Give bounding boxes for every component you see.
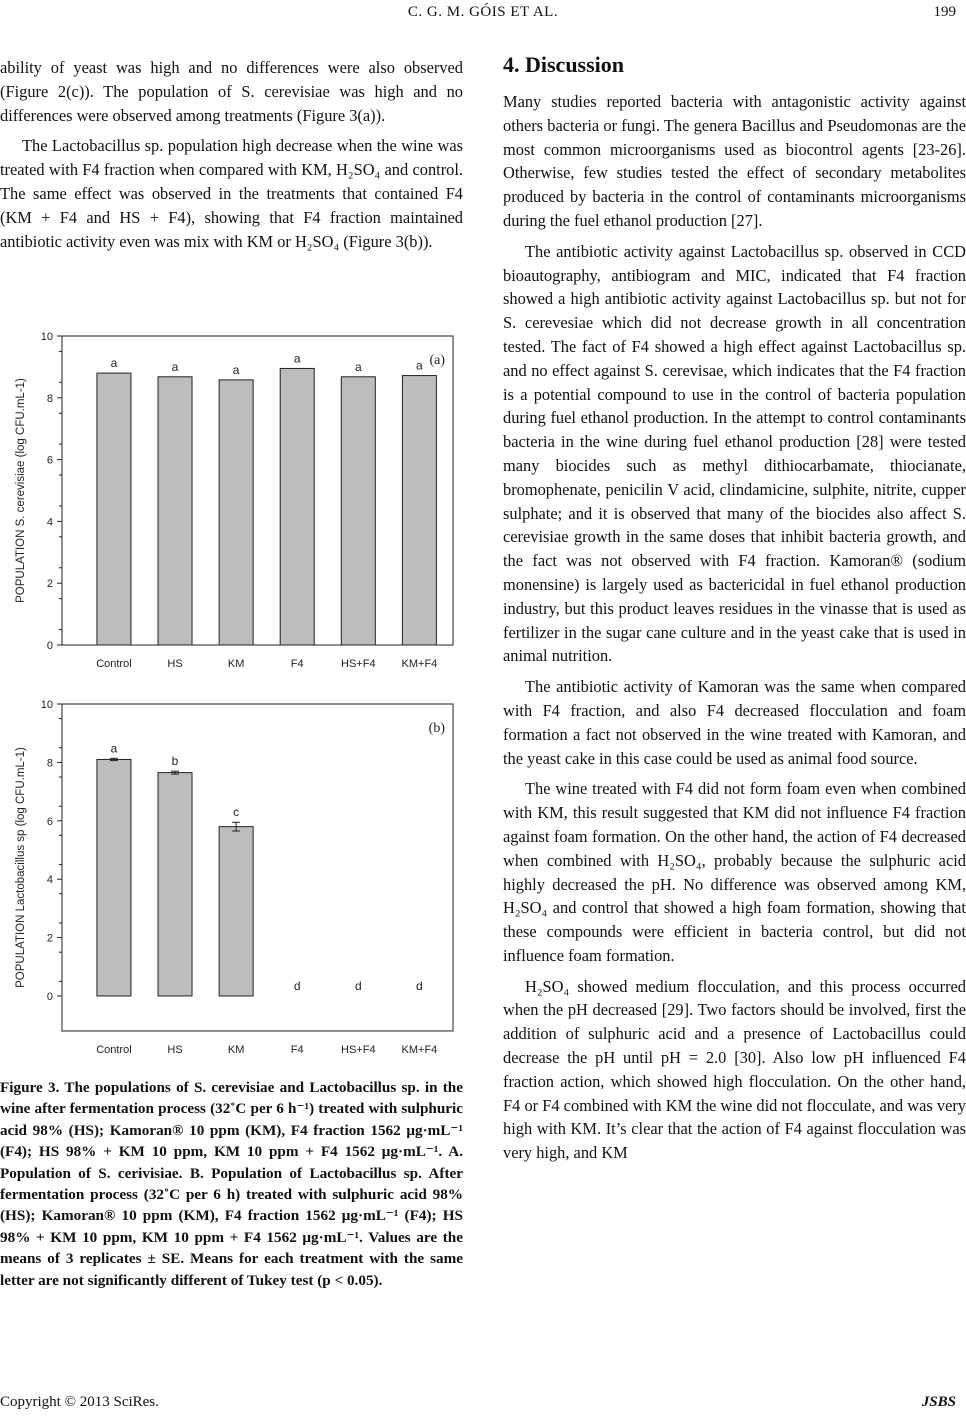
significance-letter: a bbox=[110, 741, 118, 756]
significance-letter: d bbox=[354, 978, 362, 993]
bar bbox=[402, 376, 436, 645]
page-header bbox=[0, 4, 966, 26]
bar bbox=[280, 368, 314, 645]
panel-label: (b) bbox=[428, 721, 445, 736]
x-tick-label: KM+F4 bbox=[401, 1044, 438, 1056]
bar bbox=[341, 377, 375, 645]
right-column bbox=[503, 90, 966, 1165]
x-tick-label: Control bbox=[96, 658, 132, 670]
significance-letter: a bbox=[293, 351, 301, 366]
x-tick-label: HS+F4 bbox=[341, 658, 376, 670]
bar bbox=[219, 380, 253, 645]
significance-letter: a bbox=[110, 356, 118, 371]
y-tick-label: 10 bbox=[40, 331, 53, 343]
y-tick-label: 0 bbox=[46, 640, 53, 652]
significance-letter: a bbox=[171, 359, 179, 374]
x-tick-label: KM+F4 bbox=[401, 658, 438, 670]
x-tick-label: Control bbox=[96, 1044, 132, 1056]
x-tick-label: HS bbox=[167, 1044, 183, 1056]
journal-name: JSBS bbox=[921, 1394, 956, 1410]
bar-chart-s-cerevisiae bbox=[0, 318, 470, 678]
y-tick-label: 2 bbox=[46, 578, 53, 591]
x-tick-label: KM bbox=[227, 1044, 245, 1056]
y-tick-label: 4 bbox=[46, 874, 53, 887]
left-column bbox=[0, 56, 463, 253]
y-tick-label: 8 bbox=[46, 757, 53, 770]
y-tick-label: 6 bbox=[46, 454, 53, 467]
page-number: 199 bbox=[933, 4, 956, 20]
significance-letter: a bbox=[354, 359, 362, 374]
significance-letter: a bbox=[416, 358, 423, 373]
bar bbox=[158, 377, 192, 645]
x-tick-label: HS bbox=[167, 658, 183, 670]
figure-3b bbox=[0, 692, 470, 1062]
significance-letter: a bbox=[232, 362, 240, 377]
x-tick-label: F4 bbox=[290, 658, 304, 670]
paragraph: The antibiotic activity of Kamoran was the same when compared with F4 fraction, and also F4 decreased flocculation and foam formation a fact not observed in the wine treated with Kamoran, and the yeast cake in this case could be used as animal food source. bbox=[503, 677, 966, 768]
paragraph: Many studies reported bacteria with antagonistic activity against others bacteria or fungi. The genera Bacillus and Pseudomonas are the most common microorganisms used as biocontrol agents [23-26]. Otherwise, few studies tested the effect of secondary metabolites produced by bacteria in the control of contaminants microorganisms during the fuel ethanol production [27]. bbox=[503, 92, 966, 230]
section-heading: 4. Discussion bbox=[503, 52, 625, 77]
paragraph: H₂SO₄ showed medium flocculation, and this process occurred when the pH decreased [29]. Two factors should be involved, first the addition of sulphuric acid and a presence of Lactobacillus could decrease the pH until pH = 2.0 [30]. Also low pH influenced F4 fraction action, which showed high flocculation. On the other hand, F4 or F4 combined with KM the wine did not flocculate, and was very high with KM. It’s clear that the action of F4 against flocculation was very high, and KM bbox=[503, 976, 966, 1163]
figure-3a bbox=[0, 318, 470, 678]
caption-text: Figure 3. The populations of S. cerevisiae and Lactobacillus sp. in the wine after fermentation process (32˚C per 6 h⁻¹) treated with sulphuric acid 98% (HS); Kamoran® 10 ppm (KM), F4 fraction 1562 μg·mL⁻¹ (F4); HS 98% + KM 10 ppm, KM 10 ppm + F4 1562 μg·mL⁻¹. A. Population of S. cerivisiae. B. Population of Lactobacillus sp. After fermentation process (32˚C per 6 h) treated with sulphuric acid 98% (HS); Kamoran® 10 ppm (KM), F4 fraction 1562 μg·mL⁻¹ (F4); HS 98% + KM 10 ppm, KM 10 ppm + F4 1562 μg·mL⁻¹. Values are the means of 3 replicates ± SE. Means for each treatment with the same letter are not significantly different of Tukey test (p < 0.05). bbox=[0, 1079, 463, 1289]
paragraph: The antibiotic activity against Lactobacillus sp. observed in CCD bioautography, antibiogram and MIC, indicated that F4 fraction showed a high antibiotic activity against Lactobacillus sp. but not for S. cerevesiae which did not decrease growth in all concentration tested. The fact of F4 showed a high effect against Lactobacillus sp. and no effect against S. cerevisae, which indicates that the F4 fraction is a potential compound to use in the control of bacteria population during fuel ethanol production. In the attempt to control contaminants bacteria in the wine during fuel ethanol production [28] were tested many biocides such as methyl dithiocarbamate, thiocianate, bromophenate, penicilin V acid, clindamicine, sulphite, nitrite, cupper sulphate; and it is observed that many of the biocides also affect S. cerevisiae growth in the same doses that inhibit bacteria growth, and the fact was not observed with F4 fraction. Kamoran® (sodium monensine) is largely used as bactericidal in fuel ethanol production industry, but this product leaves residues in the vinasse that is used as fertilizer in the sugar cane culture and in the yeast cake that is used in animal nutrition. bbox=[503, 241, 966, 666]
y-tick-label: 2 bbox=[46, 932, 53, 945]
figure-caption bbox=[0, 1077, 463, 1291]
significance-letter: d bbox=[293, 978, 301, 993]
panel-label: (a) bbox=[429, 353, 445, 368]
page-footer bbox=[0, 1394, 966, 1414]
y-tick-label: 10 bbox=[40, 699, 53, 711]
y-tick-label: 6 bbox=[46, 815, 53, 828]
bar-chart-lactobacillus bbox=[0, 692, 470, 1062]
bar bbox=[158, 773, 192, 996]
bar bbox=[219, 827, 253, 996]
bar bbox=[97, 373, 131, 645]
bar bbox=[97, 759, 131, 995]
x-tick-label: KM bbox=[227, 658, 245, 670]
x-tick-label: HS+F4 bbox=[341, 1044, 376, 1056]
x-tick-label: F4 bbox=[290, 1044, 304, 1056]
y-axis-label: POPULATION Lactobacillus sp (log CFU.mL-1) bbox=[15, 747, 27, 988]
y-tick-label: 0 bbox=[46, 990, 53, 1003]
y-axis-label: POPULATION S. cerevisiae (log CFU.mL-1) bbox=[15, 378, 27, 603]
paragraph: The wine treated with F4 did not form foam even when combined with KM, this result suggested that KM did not influence F4 fraction against foam formation. On the other hand, the action of F4 decreased when combined with H₂SO₄, probably because the sulphuric acid highly decreased the pH. No difference was observed among KM, H₂SO₄ and control that showed a high foam formation, showing that these compounds were efficient in bacteria control, but did not influence foam formation. bbox=[503, 779, 966, 965]
paragraph: The Lactobacillus sp. population high decrease when the wine was treated with F4 fraction when compared with KM, H₂SO₄ and control. The same effect was observed in the treatments that contained F4 (KM + F4 and HS + F4), showing that F4 fraction maintained antibiotic activity even was mix with KM or H₂SO₄ (Figure 3(b)). bbox=[0, 136, 463, 251]
significance-letter: b bbox=[171, 754, 179, 769]
significance-letter: c bbox=[233, 805, 240, 820]
y-tick-label: 4 bbox=[46, 516, 53, 529]
running-title: C. G. M. GÓIS ET AL. bbox=[407, 4, 559, 20]
significance-letter: d bbox=[416, 978, 423, 993]
y-tick-label: 8 bbox=[46, 392, 53, 405]
paragraph: ability of yeast was high and no differences were also observed (Figure 2(c)). The population of S. cerevisiae was high and no differences were observed among treatments (Figure 3(a)). bbox=[0, 58, 463, 125]
copyright: Copyright © 2013 SciRes. bbox=[0, 1394, 159, 1410]
